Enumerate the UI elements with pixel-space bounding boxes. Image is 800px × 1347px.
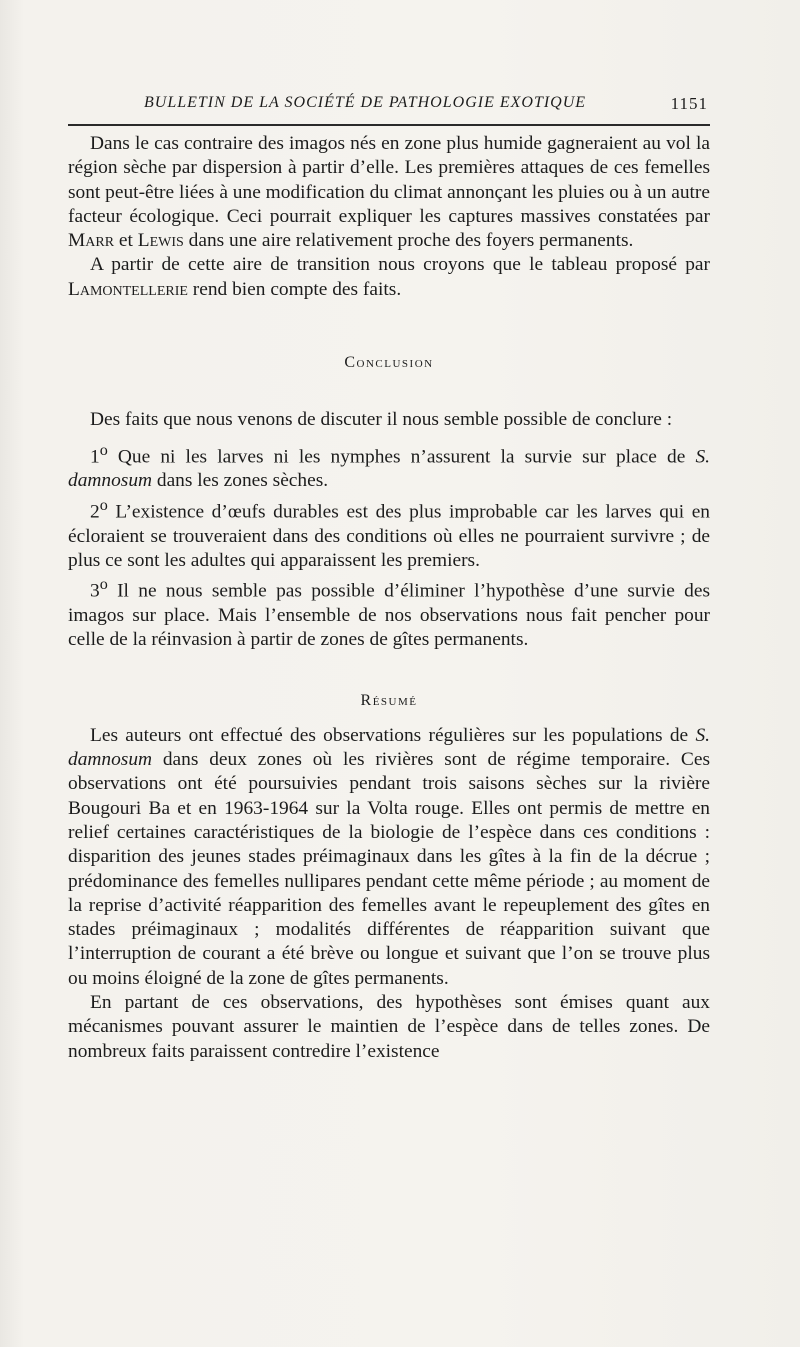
paragraph: Dans le cas contraire des imagos nés en zone plus humide gagneraient au vol la région sèche par dispersion à partir d’elle. Les premières attaques de ces femelles sont peut-être liées à une modification du climat annonçant les pluies ou à un autre facteur écologique. Ceci pourrait expliquer les captures massives constatées par Marr et Lewis dans une aire relativement proche des foyers permanents. <box>68 133 710 252</box>
section-heading-resume: Résumé <box>360 692 418 710</box>
running-header <box>68 94 710 126</box>
author-name: Lamontellerie <box>68 278 188 300</box>
journal-title: BULLETIN DE LA SOCIÉTÉ DE PATHOLOGIE EXOTIQUE <box>144 94 587 111</box>
page-number: 1151 <box>670 94 708 113</box>
paragraph: Des faits que nous venons de discuter il nous semble possible de conclure : <box>90 409 673 431</box>
author-name: Marr <box>68 230 115 252</box>
conclusion-item: 1$^o$ Que ni les larves ni les nymphes n’assurent la survie sur place de S. damnosum dans les zones sèches. <box>68 441 710 492</box>
species-name: S. damnosum <box>68 724 710 771</box>
section-heading-conclusion: Conclusion <box>344 354 434 372</box>
author-name: Lewis <box>137 230 184 252</box>
paragraph: Les auteurs ont effectué des observations régulières sur les populations de S. damnosum dans deux zones où les rivières sont de régime temporaire. Ces observations ont été poursuivies pendant trois saisons sèches sur la rivière Bougouri Ba et en 1963-1964 sur la Volta rouge. Elles ont permis de mettre en relief certaines caractéristiques de la biologie de l’espèce dans ces conditions : disparition des jeunes stades préimaginaux dans les gîtes à la fin de la décrue ; prédominance des femelles nullipares pendant cette même période ; au moment de la reprise d’activité réapparition des femelles avant le repeuplement des gîtes en stades préimaginaux ; modalités différentes de réapparition suivant que l’interruption de courant a été brève ou longue et suivant que l’on se trouve plus ou moins éloigné de la zone de gîtes permanents. <box>68 724 710 989</box>
paragraph: En partant de ces observations, des hypothèses sont émises quant aux mécanismes pouvant assurer le maintien de l’espèce dans de telles zones. De nombreux faits paraissent contredire l’existence <box>68 992 710 1062</box>
conclusion-item: 2$^o$ L’existence d’œufs durables est des plus improbable car les larves qui en écloraient se trouveraient dans des conditions où elles ne pourraient survivre ; de plus ce sont les adultes qui apparaissent les premiers. <box>68 496 710 571</box>
species-name: S. damnosum <box>68 446 710 492</box>
conclusion-item: 3$^o$ Il ne nous semble pas possible d’éliminer l’hypothèse d’une survie des imagos sur place. Mais l’ensemble de nos observations nous fait pencher pour celle de la réinvasion à partir de zones de gîtes permanents. <box>68 576 710 651</box>
paragraph: A partir de cette aire de transition nous croyons que le tableau proposé par Lamontellerie rend bien compte des faits. <box>68 254 710 300</box>
article-body <box>68 132 710 1064</box>
